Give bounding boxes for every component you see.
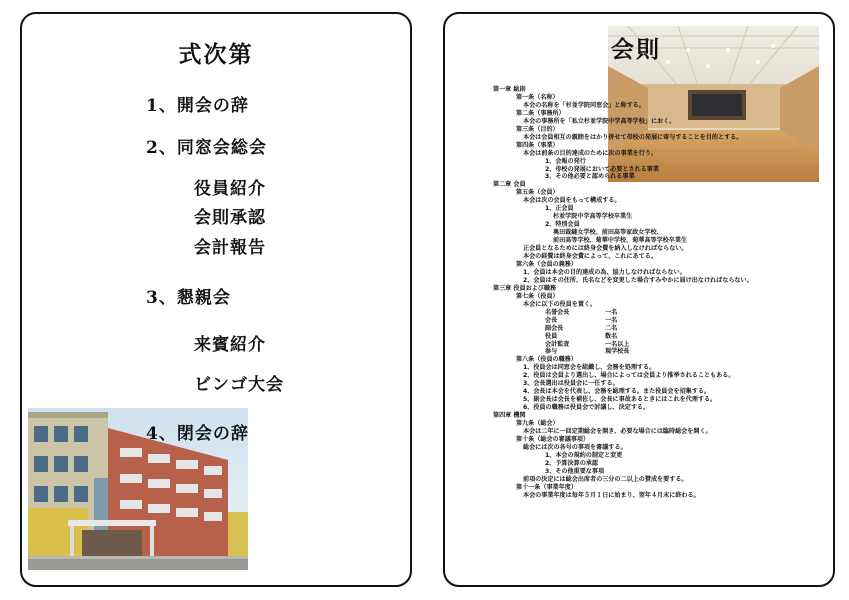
- rules-line: 前田高等学校、菊華中学校、菊華高等学校卒業生: [553, 237, 688, 245]
- rules-article: 第十条（総会の審議事項）: [516, 435, 590, 443]
- rules-line: 本会は前条の目的達成のために次の事業を行う。: [523, 149, 658, 157]
- rules-chapter: 第一章 総則: [493, 86, 526, 93]
- rules-line: 本会は二年に一回定期総会を開き、必要な場合には臨時総会を開く。: [523, 427, 712, 435]
- rules-article: 第四条（事業）: [516, 141, 559, 149]
- rules-line: 4、会長は本会を代表し、会務を総理する。また役員会を招集する。: [523, 388, 711, 396]
- rules-line: 本会の名称を「杉並学院同窓会」と称する。: [523, 101, 645, 109]
- officer-role: 副会長: [545, 324, 564, 332]
- officer-row: [493, 317, 828, 325]
- program-item-general-meeting: 2、同窓会総会: [146, 138, 267, 158]
- officer-role: 参与: [545, 348, 558, 356]
- rules-line: 3、その他必要と認められる事業: [545, 173, 635, 181]
- rules-line: 本会に以下の役員を置く。: [523, 300, 597, 308]
- program-item-opening: 1、開会の辞: [146, 96, 249, 116]
- rules-article: 第一条（名称）: [516, 93, 559, 101]
- rules-line: 2、役員は会員より選出し、場合によっては会員より推挙されることもある。: [523, 372, 735, 380]
- rules-line: 5、副会長は会長を補佐し、会長に事故あるときにはこれを代理する。: [523, 396, 717, 404]
- program-subitem: ビンゴ大会: [194, 375, 284, 395]
- officer-role: 役員: [545, 332, 558, 340]
- rules-line: 3、会長選出は役員会に一任する。: [523, 380, 619, 388]
- rules-chapter: 第二章 会員: [493, 181, 526, 189]
- rules-line: 本会は会員相互の親睦をはかり併せて母校の発展に寄与することを目的とする。: [523, 133, 743, 141]
- officer-count: 数名: [605, 332, 618, 340]
- program-panel: [20, 12, 412, 587]
- rules-title: 会則: [611, 36, 661, 63]
- officer-role: 会計監査: [545, 340, 570, 348]
- rules-line: 1、会報の発行: [545, 157, 586, 165]
- rules-line: 本会の事業年度は毎年５月１日に始まり、翌年４月末に終わる。: [523, 491, 700, 499]
- rules-line: 1、会員は本会の目的達成の為、協力しなければならない。: [523, 268, 686, 276]
- rules-panel: [443, 12, 835, 587]
- rules-chapter: 第三章 役員および職務: [493, 284, 557, 292]
- rules-line: 総会には次の各号の事項を審議する。: [523, 443, 627, 451]
- program-item-closing: 4、閉会の辞: [146, 424, 249, 444]
- rules-article: 第七条（役員）: [516, 292, 559, 300]
- program-subitem: 来賓紹介: [194, 335, 266, 355]
- rules-article: 第五条（会員）: [516, 189, 559, 197]
- rules-chapter: 第四章 機関: [493, 412, 526, 420]
- rules-line: 奥田裁縫女学校、前田高等家政女学校、: [553, 229, 663, 237]
- rules-line: 1、役員会は同窓会を組織し、会務を処理する。: [523, 364, 656, 372]
- rules-article: 第二条（事務所）: [516, 109, 565, 117]
- officer-count: 現学校長: [605, 348, 630, 356]
- rules-line: 本会は次の会員をもって構成する。: [523, 197, 621, 205]
- rules-line: 本会の事務所を「私立杉並学院中学高等学校」におく。: [523, 117, 676, 125]
- rules-article: 第八条（役員の職務）: [516, 356, 577, 364]
- rules-line: 2、母校の発展において必要とされる事業: [545, 165, 659, 173]
- program-title: 式次第: [178, 41, 254, 68]
- officer-count: 二名: [605, 324, 618, 332]
- officer-count: 一名: [605, 308, 618, 316]
- rules-line: 1、正会員: [545, 205, 574, 213]
- rules-text: [493, 86, 828, 500]
- program-subitem: 会計報告: [194, 238, 266, 258]
- program-item-reception: 3、懇親会: [146, 288, 231, 308]
- officer-row: [493, 309, 828, 317]
- program-subitem: 会則承認: [194, 208, 266, 228]
- rules-line: 2、予算決算の承認: [545, 459, 598, 467]
- officer-count: 一名: [605, 316, 618, 324]
- officer-row: [493, 325, 828, 333]
- rules-line: 杉並学院中学高等学校卒業生: [553, 213, 633, 221]
- rules-line: 2、特別会員: [545, 221, 580, 229]
- program-subitem: 役員紹介: [194, 179, 266, 199]
- rules-article: 第九条（総会）: [516, 420, 559, 428]
- officer-row: [493, 333, 828, 341]
- rules-line: 3、その他重要な事項: [545, 467, 605, 475]
- officer-count: 一名以上: [605, 340, 630, 348]
- rules-line: 正会員となるためには終身会費を納入しなければならない。: [523, 245, 688, 253]
- rules-line: 6、役員の職務は役員会で討議し、決定する。: [523, 404, 650, 412]
- rules-article: 第三条（目的）: [516, 125, 559, 133]
- rules-article: 第六条（会員の義務）: [516, 260, 577, 268]
- rules-line: 2、会員はその住所、氏名などを変更した場合すみやかに届け出なければならない。: [523, 276, 753, 284]
- officer-role: 名誉会長: [545, 308, 570, 316]
- rules-line: 本会の経費は終身会費によって、これにあてる。: [523, 253, 657, 261]
- rules-line: 1、本会の規約の制定と変更: [545, 451, 623, 459]
- officer-role: 会長: [545, 316, 558, 324]
- rules-line: 前項の決定には総会出席者の三分の二以上の賛成を要する。: [523, 475, 688, 483]
- officer-row: [493, 341, 828, 349]
- rules-article: 第十一条（事業年度）: [516, 483, 577, 491]
